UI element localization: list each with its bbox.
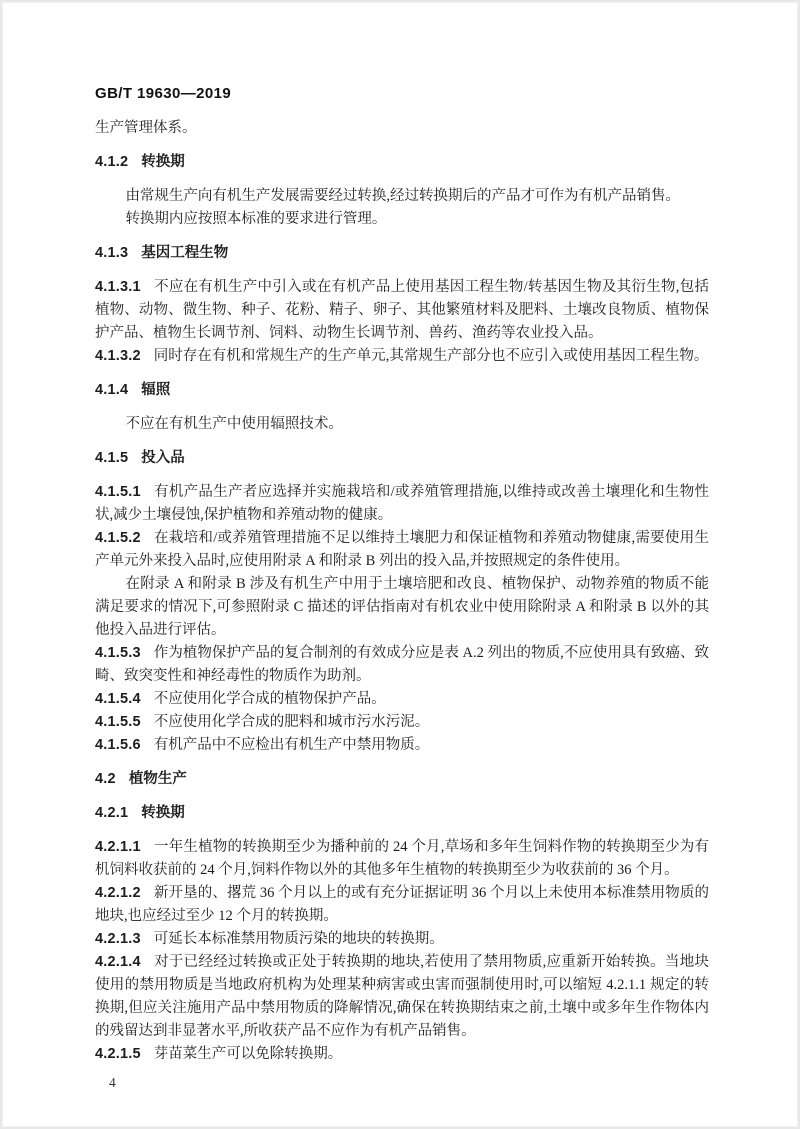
clause-paragraph (95, 734, 709, 757)
clause-paragraph (95, 688, 709, 711)
paragraph-text: 不应使用化学合成的植物保护产品。 (153, 691, 386, 707)
clause-paragraph (95, 951, 709, 1043)
paragraph-text: 不应使用化学合成的肥料和城市污水污泥。 (153, 714, 430, 730)
section-heading (95, 802, 709, 825)
heading-title: 转换期 (141, 154, 185, 170)
clause-number: 4.2.1.3 (95, 931, 141, 947)
section-heading (95, 151, 709, 174)
clause-number: 4.1.5.5 (95, 714, 141, 730)
paragraph-text: 生产管理体系。 (95, 120, 197, 136)
page-footer (109, 1075, 709, 1091)
paragraph-text: 新开垦的、撂荒 36 个月以上的或有充分证据证明 36 个月以上未使用本标准禁用物质的地块,也应经过至少 12 个月的转换期。 (95, 885, 709, 924)
body-paragraph (95, 413, 709, 436)
clause-number: 4.1.5 (95, 450, 129, 466)
clause-number: 4.2 (95, 771, 116, 787)
heading-title: 转换期 (141, 805, 185, 821)
section-heading (95, 768, 709, 791)
clause-number: 4.2.1.4 (95, 954, 141, 970)
clause-paragraph (95, 527, 709, 573)
paragraph-text: 芽苗菜生产可以免除转换期。 (153, 1046, 343, 1062)
clause-number: 4.1.3 (95, 245, 129, 261)
body-paragraph (95, 117, 709, 140)
clause-paragraph (95, 276, 709, 345)
body-paragraph (95, 208, 709, 231)
section-heading (95, 447, 709, 470)
body-paragraph (95, 185, 709, 208)
standard-number-header: GB/T 19630—2019 (95, 85, 232, 102)
body-paragraph (95, 573, 709, 642)
clause-paragraph (95, 642, 709, 688)
heading-title: 投入品 (141, 450, 185, 466)
paragraph-text: 有机产品生产者应选择并实施栽培和/或养殖管理措施,以维持或改善土壤理化和生物性状,减少土壤侵蚀,保护植物和养殖动物的健康。 (95, 484, 709, 523)
heading-title: 基因工程生物 (141, 245, 229, 261)
clause-number: 4.1.3.1 (95, 279, 141, 295)
paragraph-text: 在栽培和/或养殖管理措施不足以维持土壤肥力和保证植物和养殖动物健康,需要使用生产单元外来投入品时,应使用附录 A 和附录 B 列出的投入品,并按照规定的条件使用。 (95, 530, 709, 569)
paragraph-text: 可延长本标准禁用物质污染的地块的转换期。 (153, 931, 444, 947)
page-number: 4 (109, 1075, 116, 1090)
clause-paragraph (95, 711, 709, 734)
clause-paragraph (95, 481, 709, 527)
clause-paragraph (95, 928, 709, 951)
clause-paragraph (95, 836, 709, 882)
clause-number: 4.1.5.1 (95, 484, 141, 500)
section-heading (95, 379, 709, 402)
heading-title: 辐照 (141, 382, 171, 398)
clause-number: 4.1.5.4 (95, 691, 141, 707)
clause-number: 4.1.5.2 (95, 530, 141, 546)
paragraph-text: 作为植物保护产品的复合制剂的有效成分应是表 A.2 列出的物质,不应使用具有致癌、致畸、致突变性和神经毒性的物质作为助剂。 (95, 645, 709, 684)
paragraph-text: 一年生植物的转换期至少为播种前的 24 个月,草场和多年生饲料作物的转换期至少为有机饲料收获前的 24 个月,饲料作物以外的其他多年生植物的转换期至少为收获前的 36 个月。 (95, 839, 709, 878)
paragraph-text: 不应在有机生产中使用辐照技术。 (125, 416, 343, 432)
clause-number: 4.1.5.6 (95, 737, 141, 753)
section-heading (95, 242, 709, 265)
clause-number: 4.2.1.2 (95, 885, 141, 901)
clause-number: 4.1.2 (95, 154, 129, 170)
paragraph-text: 由常规生产向有机生产发展需要经过转换,经过转换期后的产品才可作为有机产品销售。 (125, 188, 681, 204)
document-body (95, 117, 709, 1066)
clause-number: 4.2.1.1 (95, 839, 141, 855)
clause-number: 4.1.5.3 (95, 645, 141, 661)
paragraph-text: 有机产品中不应检出有机生产中禁用物质。 (153, 737, 430, 753)
clause-number: 4.1.3.2 (95, 348, 141, 364)
clause-paragraph (95, 1043, 709, 1066)
paragraph-text: 不应在有机生产中引入或在有机产品上使用基因工程生物/转基因生物及其衍生物,包括植物、动物、微生物、种子、花粉、精子、卵子、其他繁殖材料及肥料、土壤改良物质、植物保护产品、植物生长调节剂、饲料、动物生长调节剂、兽药、渔药等农业投入品。 (95, 279, 709, 341)
clause-number: 4.2.1 (95, 805, 129, 821)
paragraph-text: 在附录 A 和附录 B 涉及有机生产中用于土壤培肥和改良、植物保护、动物养殖的物质不能满足要求的情况下,可参照附录 C 描述的评估指南对有机农业中使用除附录 A 和附录 B 以外的其他投入品进行评估。 (95, 576, 709, 638)
clause-number: 4.2.1.5 (95, 1046, 141, 1062)
paragraph-text: 对于已经经过转换或正处于转换期的地块,若使用了禁用物质,应重新开始转换。当地块使用的禁用物质是当地政府机构为处理某种病害或虫害而强制使用时,可以缩短 4.2.1.1 规定的转换期,但应关注施用产品中禁用物质的降解情况,确保在转换期结束之前,土壤中或多年生作物体内的残留达到非显著水平,所收获产品不应作为有机产品销售。 (95, 954, 709, 1039)
paragraph-text: 同时存在有机和常规生产的生产单元,其常规生产部分也不应引入或使用基因工程生物。 (153, 348, 709, 364)
clause-paragraph (95, 345, 709, 368)
paragraph-text: 转换期内应按照本标准的要求进行管理。 (125, 211, 387, 227)
clause-paragraph (95, 882, 709, 928)
document-page (2, 2, 798, 1127)
heading-title: 植物生产 (128, 771, 187, 787)
clause-number: 4.1.4 (95, 382, 129, 398)
